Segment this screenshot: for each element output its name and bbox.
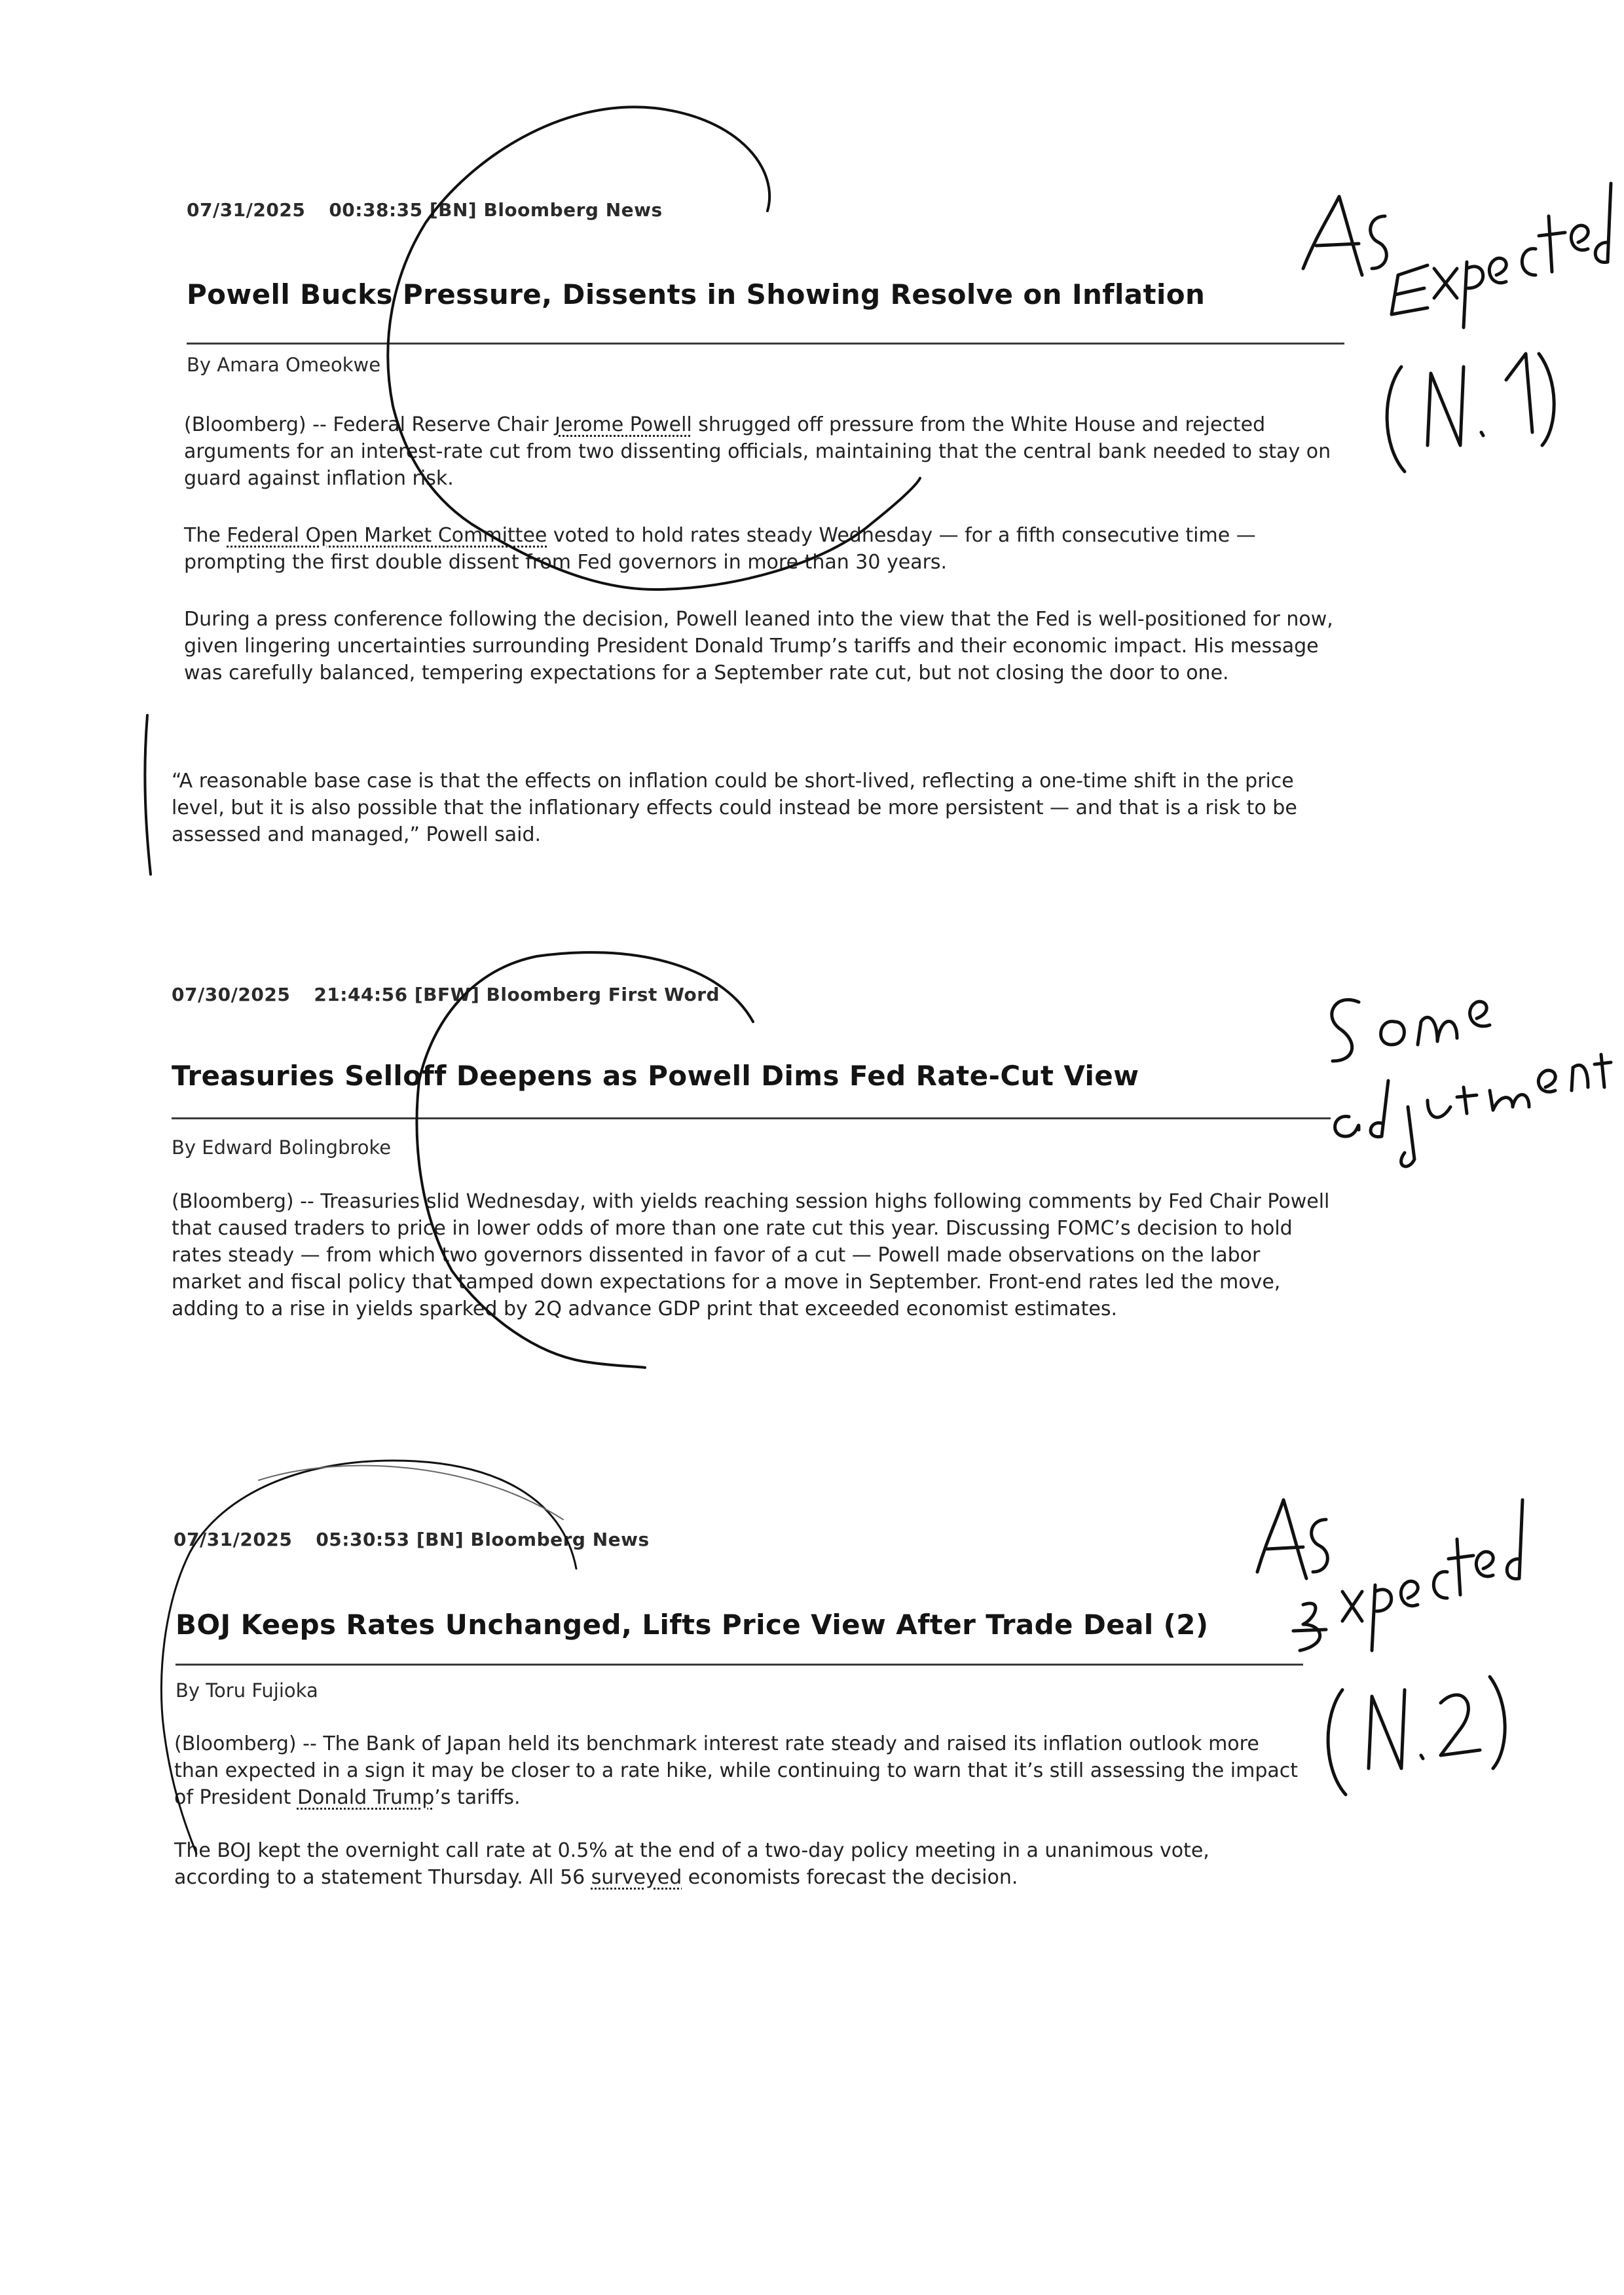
article-1-rule (187, 343, 1344, 345)
article-2-date: 07/30/2025 (172, 984, 291, 1005)
article-2-headline: Treasuries Selloff Deepens as Powell Dims Fed Rate-Cut View (172, 1060, 1139, 1092)
article-3-headline: BOJ Keeps Rates Unchanged, Lifts Price View After Trade Deal (2) (175, 1609, 1209, 1641)
text-run: (Bloomberg) -- Federal Reserve Chair (184, 413, 555, 436)
handwritten-note-1 (1303, 183, 1611, 472)
text-run: shrugged off pressure from the White House and rejected arguments for an interest-rate cut from two dissenting officials, maintaining that the central bank needed to stay on guard against inflation risk. (184, 413, 1331, 490)
article-3-byline: By Toru Fujioka (175, 1679, 318, 1702)
article-2-meta (172, 984, 720, 1005)
text-run: ’s tariffs. (434, 1786, 521, 1809)
article-2-rule (172, 1117, 1331, 1119)
ink-circle-article-1 (388, 107, 920, 589)
article-3-time: 05:30:53 (316, 1529, 410, 1550)
article-3-paragraph-1 (174, 1730, 1307, 1811)
text-run: economists forecast the decision. (682, 1866, 1018, 1889)
article-2-source: [BFW] Bloomberg First Word (414, 984, 720, 1005)
article-1-byline: By Amara Omeokwe (187, 354, 381, 376)
article-3-paragraph-2 (174, 1837, 1307, 1891)
handwritten-note-2 (1332, 999, 1611, 1166)
ink-margin-bar (145, 715, 151, 874)
link-surveyed[interactable]: surveyed (591, 1866, 682, 1889)
text-run: (Bloomberg) -- Treasuries slid Wednesday, with yields reaching session highs following comments by Fed Chair Powell that caused traders to price in lower odds of more than one rate cut this year. Discussing FOMC’s decision to hold rates steady — from which two governors dissented in favor of a cut — Powell made observations on the labor market and fiscal policy that tamped down expectations for a move in September. Front-end rates led the move, adding to a rise in yields sparked by 2Q advance GDP print that exceeded economist estimates. (172, 1190, 1330, 1320)
article-3-meta (174, 1529, 650, 1550)
text-run: (Bloomberg) -- The Bank of Japan held its benchmark interest rate steady and raised its inflation outlook more than expected in a sign it may be closer to a rate hike, while continuing to warn that it’s still assessing the impact of President (174, 1732, 1299, 1809)
article-1-headline: Powell Bucks Pressure, Dissents in Showing Resolve on Inflation (187, 278, 1206, 310)
article-3-rule (175, 1664, 1303, 1666)
article-2-time: 21:44:56 (314, 984, 408, 1005)
article-1-paragraph-1 (184, 411, 1337, 492)
article-3-date: 07/31/2025 (174, 1529, 293, 1550)
article-1-paragraph-3 (184, 606, 1350, 686)
text-run: During a press conference following the decision, Powell leaned into the view that the Fed is well-positioned for now, given lingering uncertainties surrounding President Donald Trump’s tariffs and their economic impact. His message was carefully balanced, tempering expectations for a September rate cut, but not closing the door to one. (184, 608, 1333, 684)
article-2-paragraph-1 (172, 1188, 1331, 1322)
article-1-quote (172, 768, 1337, 848)
link-donald-trump[interactable]: Donald Trump (297, 1786, 435, 1809)
article-1-time: 00:38:35 (329, 199, 423, 221)
text-run: “A reasonable base case is that the effects on inflation could be short-lived, reflecting a one-time shift in the price level, but it is also possible that the inflationary effects could instead be more persistent — and that is a risk to be assessed and managed,” Powell said. (172, 770, 1297, 846)
link-jerome-powell[interactable]: Jerome Powell (555, 413, 692, 436)
article-2-byline: By Edward Bolingbroke (172, 1136, 392, 1159)
article-1-source: [BN] Bloomberg News (429, 199, 663, 221)
article-1-date: 07/31/2025 (187, 199, 306, 221)
text-run: voted to hold rates steady Wednesday — for a fifth consecutive time — prompting the first double dissent from Fed governors in more than 30 years. (184, 524, 1256, 574)
article-1-meta (187, 199, 663, 221)
link-fomc[interactable]: Federal Open Market Committee (227, 524, 547, 547)
text-run: The BOJ kept the overnight call rate at 0.5% at the end of a two-day policy meeting in a unanimous vote, according to a statement Thursday. All 56 (174, 1839, 1209, 1889)
text-run: The (184, 524, 227, 547)
article-3-source: [BN] Bloomberg News (416, 1529, 650, 1550)
ink-arc-article-3-inner (259, 1466, 563, 1520)
article-1-paragraph-2 (184, 522, 1337, 576)
